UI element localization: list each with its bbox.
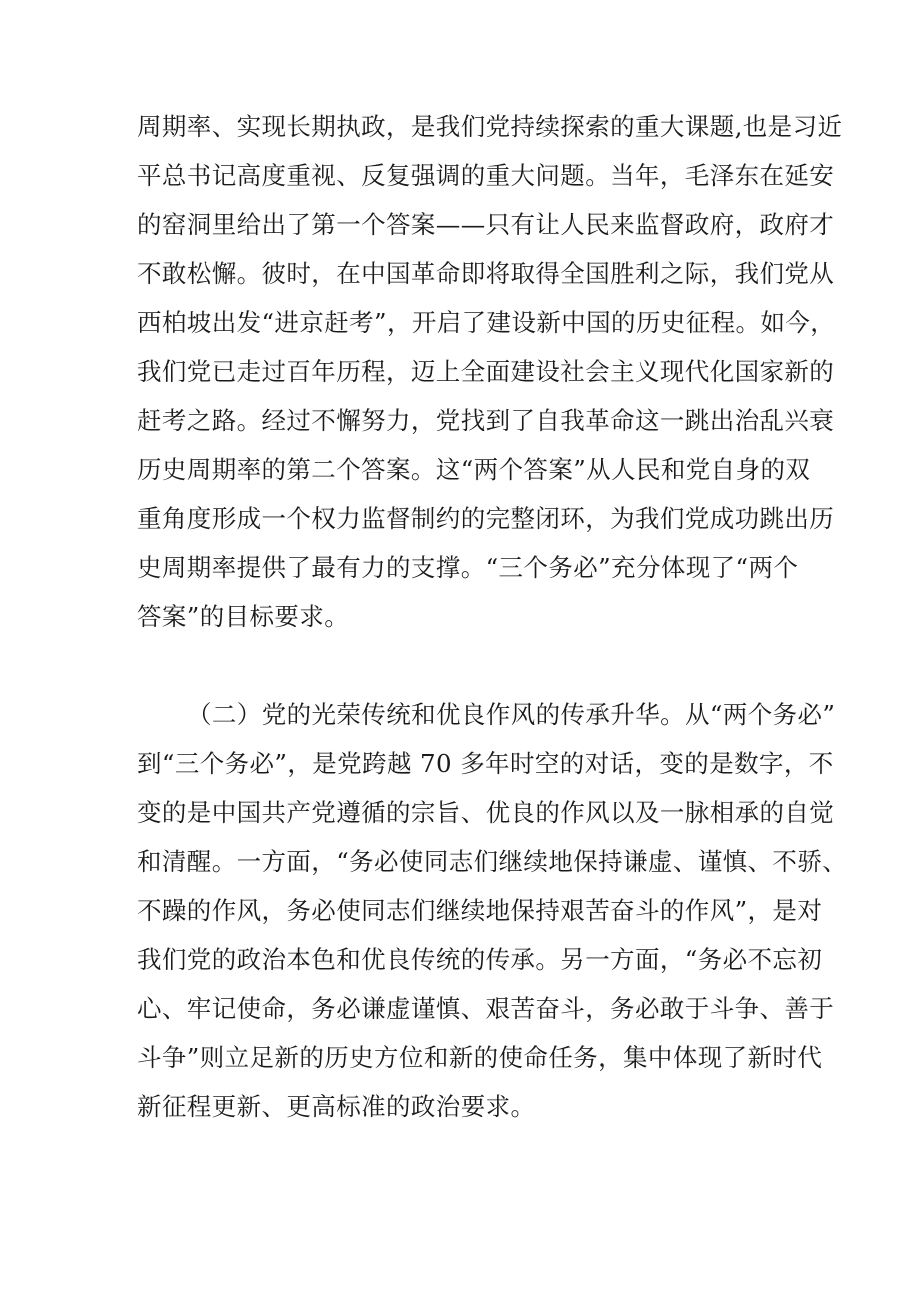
- text-line: 我们党已走过百年历程，迈上全面建设社会主义现代化国家新的: [137, 357, 835, 386]
- text-line: 心、牢记使命，务必谦虚谨慎、艰苦奋斗，务必敢于斗争、善于: [137, 994, 835, 1023]
- text-line: 我们党的政治本色和优良传统的传承。另一方面，“务必不忘初: [137, 945, 823, 974]
- text-line: 不躁的作风，务必使同志们继续地保持艰苦奋斗的作风”，是对: [137, 896, 823, 925]
- text-line: 到“三个务必”，是党跨越 70 多年时空的对话，变的是数字，不: [137, 749, 834, 778]
- text-line: 的窑洞里给出了第一个答案——只有让人民来监督政府，政府才: [137, 210, 835, 239]
- text-line: 周期率、实现长期执政，是我们党持续探索的重大课题,也是习近: [137, 112, 843, 141]
- text-line: 答案”的目标要求。: [137, 602, 350, 631]
- text-line: 西柏坡出发“进京赶考”，开启了建设新中国的历史征程。如今，: [137, 308, 836, 337]
- text-line: 新征程更新、更高标准的政治要求。: [137, 1092, 536, 1121]
- text-line: 不敢松懈。彼时，在中国革命即将取得全国胜利之际，我们党从: [137, 259, 835, 288]
- text-line: 历史周期率的第二个答案。这“两个答案”从人民和党自身的双: [137, 455, 811, 484]
- text-line: 史周期率提供了最有力的支撑。“三个务必”充分体现了“两个: [137, 553, 799, 582]
- text-line: 斗争”则立足新的历史方位和新的使命任务，集中体现了新时代: [137, 1043, 823, 1072]
- text-line: 重角度形成一个权力监督制约的完整闭环，为我们党成功跳出历: [137, 504, 835, 533]
- text-line: 变的是中国共产党遵循的宗旨、优良的作风以及一脉相承的自觉: [137, 798, 835, 827]
- text-line: 和清醒。一方面，“务必使同志们继续地保持谦虚、谨慎、不骄、: [137, 847, 848, 876]
- text-line: 平总书记高度重视、反复强调的重大问题。当年，毛泽东在延安: [137, 161, 835, 190]
- section-heading-line: （二）党的光荣传统和优良作风的传承升华。从“两个务必”: [187, 700, 836, 729]
- text-line: 赶考之路。经过不懈努力，党找到了自我革命这一跳出治乱兴衰: [137, 406, 835, 435]
